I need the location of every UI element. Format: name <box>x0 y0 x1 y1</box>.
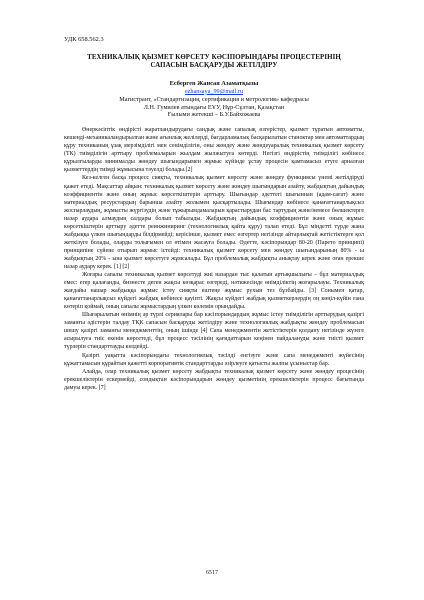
author-name: Есбергеn Жансая Азаматқызы <box>169 79 259 87</box>
body-paragraph: Шығарылатын өнімнің әр түрлі сериялары бар кәсіпорындардың жұмыс істеу тиімділігін арттырудың қазіргі заманғы әдістерін талдау ТҚК сапасын басқаруды жетілдіру және технологиялық жабдықты жөндеу проблемасын шешу қазіргі заманғы менеджменттің, оның ішінде [4] Сапа менеджментін жетістіктерін қолдану негізінде жүзеге асырылуға тиіс екенін көрсетеді, бұл процесс тәсілінің қағидаттарын кеңінен пайдалануды және тиісті қызмет түрлерін стандарттауды көздейді. <box>64 312 364 351</box>
article-body <box>64 126 364 392</box>
body-paragraph: Қазіргі уақытта кәсіпорындағы технологиялық тәсілді енгізуге және сапа менеджменті жүйесінің құжаттамасын құрайтын қажетті корпоративтік стандарттарды әзірлеуге қатысты жалпы ұсыныстар бар. <box>64 352 364 367</box>
title-line: ТЕХНИКАЛЫҚ ҚЫЗМЕТ КӨРСЕТУ КӘСІПОРЫНДАРЫ ПРОЦЕСТЕРІНІҢ <box>87 54 341 61</box>
body-paragraph: Кез-келген басқа процесс сияқты, техникалық қызмет көрсету және жөндеу функциясы үнемі жетілдіруді қажет етеді. Мақсаттар айқын: техникалық қызмет көрсету және жөндеу шығындарын азайту, жабдықтың дайындық коэффициентін және оның жұмыс көрсеткіштерін арттыру. Шығындар әдеттегі шығыннан (адам-сағат) және материалдық ресурстардың барынша азайту жолымен қысқартылады. Шығындар көбінесе қанағаттанарлықсыз жоспарлаудың, жұмысты жүргізудің және тұжырымдамаларын қарастырудан бас тартудың және/немесе бөлшектерге назар аудара алмаудың салдары болып табылады. Жабдықтың дайындық коэффициентін және оның жұмыс көрсеткіштерін арттыру әдетте реинжиниринг (технологиялық қайта құру) талап етеді. Бұл міндетті түрде жана жабдыққа үлкен шығындарды білдірмейді; керісінше, қызмет емес өзгертер негізінде айтарлықтай жетістіктерге қол жеткізуге болады, оларды толығымен ол өтімен жасауға болады. Әдетте, кәсіпорындар 80-20 (Парето принципі) принципіне сүйене отырып жұмыс істейді: техникалық қызмет көрсету мен жөндеу шығындарының 80% - ы жабдықтың 20% - ына қызмет көрсетуге жұмсалады. Бұл проблемалық жабдықты анықтау керек және оған ерекше назар аудару керек. [1] [2] <box>64 175 364 270</box>
paper-title <box>64 54 364 71</box>
author-supervisor: Ғылыми жетекші – Б.У.Байхожаева <box>167 111 261 119</box>
author-affiliation-position: Магистрант, «Стандартизация, сертификация и метрология» кафедрасы <box>119 95 309 103</box>
page-number: 6517 <box>206 570 218 576</box>
author-affiliation-university: Л.Н. Гумилев атындағы ЕҰУ, Нұр-Сұлтан, Қазақстан <box>143 103 285 111</box>
body-paragraph: Жоғары сапалы техникалық қызмет көрсетуді жиі назардан тыс қалатын артықшылығы – бұл материалдық емес: егер қалағанды, бизнесте деген жақсы көзқарас өзгереді, нәтижесінде өнімділіктің жоғарылауы. Техникалық жағдайы нашар жабдыққа жұмыс істеу сияқты ештеңе жұмыс рухын тез бұзбайды. [3] Сонымен қатар, қанағаттанарлықсыз күйдегі жабдық көбінесе қауіпті. Жақсы күйдегі жабдық қызметкерлердің оң көңіл-күйін ғана көтеріп қоймай, оның сапалы жұмыстардың үлкен көлемін орындайды. <box>64 272 364 311</box>
udk-code: УДК 658.562.3 <box>64 36 104 43</box>
author-email-link[interactable]: ezhansaya_99@mail.ru <box>184 87 244 95</box>
body-paragraph: Алайда, олар техникалық қызмет көрсету жабдықты техникалық қызмет көрсету және жөндеу процесінің ерекшеліктерін ескермейді, сондықтан кәсіпорындарын жөндеу қызметінің ерекшеліктерін процесс бағытында дамуы керек. [7] <box>64 368 364 391</box>
author-block <box>64 80 364 119</box>
title-line: САПАСЫН БАСҚАРУДЫ ЖЕТІЛДІРУ <box>150 62 278 70</box>
body-paragraph: Өнеркәсіптік өндірісті жаратландырудағы сандық және сапалық өзгерістер, қызмет тұратын автоматты, кешенді-механикаландырылған және ағынлық желілерді, бағдарламалық басқарылатын станоктар мен автоматтардың құру техниканың ұзақ мерзімділігі мен сенімділігін, оны жөндеу және жөндеуаралық техникалық қызмет көрсету (ТК) тиімділігін арттыру проблемаларын жылдам жылжытуға көтерді. Негізгі өндірістің тиімділігі көбінесе құрылғыларды минималды жөндеу шығындарымен жұмыс күйінде ұстау процесін қамтамасыз етуге арналған қызметтердің тиімді жұмысына тәуелді болады.[2] <box>64 127 364 174</box>
